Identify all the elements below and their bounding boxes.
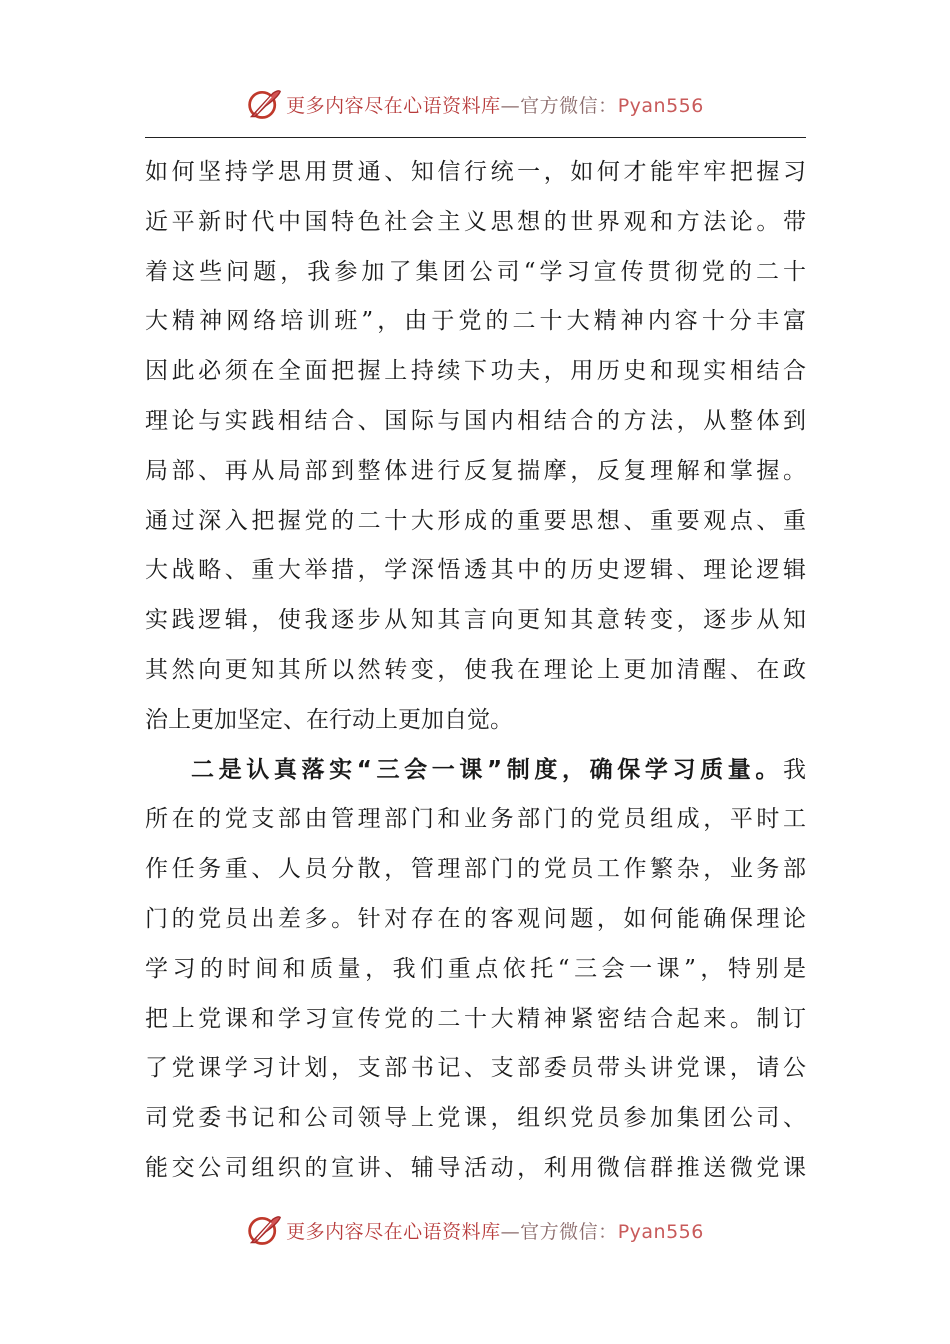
body-line: 学习的时间和质量，我们重点依托“三会一课”，特别是 (145, 955, 806, 982)
header-wechat-label: —官方微信： (500, 94, 618, 117)
body-line: 了党课学习计划，支部书记、支部委员带头讲党课，请公 (145, 1055, 806, 1082)
header-watermark (0, 84, 950, 124)
body-line: 理论与实践相结合、国际与国内相结合的方法，从整体到 (145, 407, 806, 434)
body-line: 因此必须在全面把握上持续下功夫，用历史和现实相结合 (145, 358, 806, 385)
footer-wechat-label: —官方微信： (500, 1220, 618, 1243)
body-line: 如何坚持学思用贯通、知信行统一，如何才能牢牢把握习 (145, 159, 806, 185)
header-divider (145, 137, 806, 138)
header-watermark-text (286, 91, 704, 118)
body-line: 通过深入把握党的二十大形成的重要思想、重要观点、重 (145, 507, 806, 534)
document-body (145, 148, 806, 1194)
paragraph-2-first-rest: 我 (783, 756, 806, 783)
body-line: 能交公司组织的宣讲、辅导活动，利用微信群推送微党课 (145, 1154, 806, 1181)
footer-site-name: 更多内容尽在心语资料库 (286, 1220, 501, 1243)
body-line: 实践逻辑，使我逐步从知其言向更知其意转变，逐步从知 (145, 607, 806, 634)
footer-watermark (0, 1210, 950, 1250)
body-line: 所在的党支部由管理部门和业务部门的党员组成，平时工 (145, 806, 806, 833)
body-line: 局部、再从局部到整体进行反复揣摩，反复理解和掌握。 (145, 457, 806, 484)
body-line: 作任务重、人员分散，管理部门的党员工作繁杂，业务部 (145, 856, 806, 883)
body-line: 大战略、重大举措，学深悟透其中的历史逻辑、理论逻辑 (145, 557, 806, 584)
body-line: 其然向更知其所以然转变，使我在理论上更加清醒、在政 (145, 656, 806, 683)
body-line: 把上党课和学习宣传党的二十大精神紧密结合起来。制订 (145, 1005, 806, 1032)
quill-logo-icon (246, 1212, 282, 1248)
footer-watermark-text (286, 1217, 704, 1244)
quill-logo-icon (246, 86, 282, 122)
paragraph-2-heading: 二是认真落实“三会一课”制度，确保学习质量。 (191, 756, 783, 783)
body-line: 着这些问题，我参加了集团公司“学习宣传贯彻党的二十 (145, 258, 806, 285)
body-line: 近平新时代中国特色社会主义思想的世界观和方法论。带 (145, 208, 806, 235)
body-line: 司党委书记和公司领导上党课，组织党员参加集团公司、 (145, 1105, 806, 1132)
footer-wechat-id: Pyan556 (617, 1220, 704, 1243)
header-wechat-id: Pyan556 (617, 94, 704, 117)
header-site-name: 更多内容尽在心语资料库 (286, 94, 501, 117)
body-line: 门的党员出差多。针对存在的客观问题，如何能确保理论 (145, 905, 806, 932)
body-line: 大精神网络培训班”，由于党的二十大精神内容十分丰富 (145, 308, 806, 335)
paragraph-2-first-line (145, 746, 806, 796)
body-line: 治上更加坚定、在行动上更加自觉。 (145, 706, 513, 733)
